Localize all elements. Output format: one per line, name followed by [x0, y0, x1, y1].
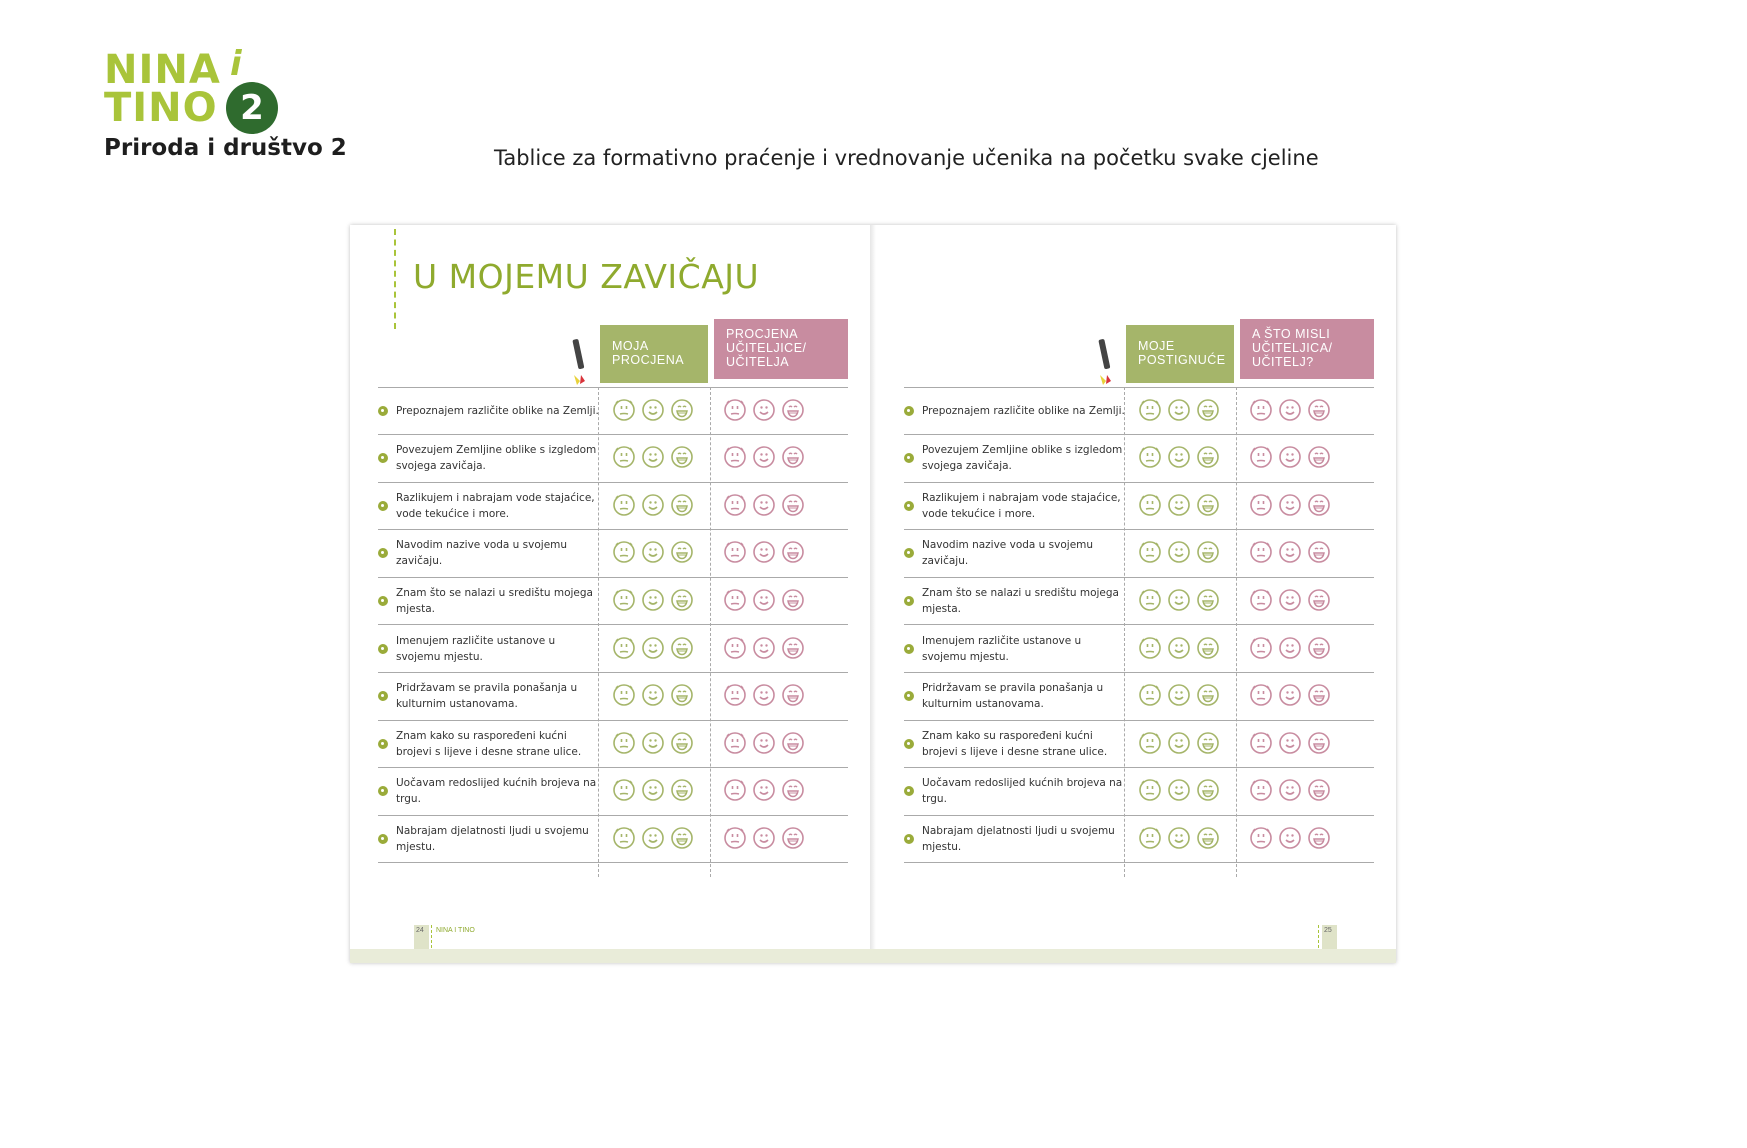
- criterion-text: Nabrajam djelatnosti ljudi u svojemu mjestu.: [922, 824, 1115, 853]
- table-row: [378, 768, 848, 816]
- teacher-rating-faces: [723, 588, 805, 614]
- happy-face-icon[interactable]: [1307, 540, 1331, 566]
- criterion-text: Uočavam redoslijed kućnih brojeva na trgu.: [396, 777, 597, 806]
- happy-face-icon[interactable]: [670, 398, 694, 424]
- page-number: 24: [416, 927, 424, 934]
- self-rating-faces: [612, 493, 694, 519]
- table-row: [378, 673, 848, 721]
- teacher-rating-faces: [1249, 540, 1331, 566]
- table-row: [904, 387, 1374, 435]
- sad-face-icon[interactable]: [1138, 445, 1162, 471]
- criterion-text: Pridržavam se pravila ponašanja u kulturnim ustanovama.: [922, 682, 1104, 711]
- neutral-smile-icon[interactable]: [641, 540, 665, 566]
- happy-face-icon[interactable]: [1307, 636, 1331, 662]
- criterion-text: Povezujem Zemljine oblike s izgledom svojega zavičaja.: [922, 444, 1123, 473]
- bullet-icon: [378, 691, 388, 701]
- self-rating-faces: [1138, 683, 1220, 709]
- bullet-icon: [378, 501, 388, 511]
- sad-face-icon[interactable]: [1249, 683, 1273, 709]
- bullet-icon: [378, 786, 388, 796]
- teacher-rating-faces: [1249, 398, 1331, 424]
- logo-nina: NINA: [104, 47, 221, 93]
- neutral-smile-icon[interactable]: [641, 493, 665, 519]
- bullet-icon: [378, 644, 388, 654]
- sad-face-icon[interactable]: [1138, 398, 1162, 424]
- sad-face-icon[interactable]: [1249, 778, 1273, 804]
- happy-face-icon[interactable]: [1307, 826, 1331, 852]
- happy-face-icon[interactable]: [781, 731, 805, 757]
- footer-brand: NINA I TINO: [436, 927, 475, 934]
- happy-face-icon[interactable]: [781, 683, 805, 709]
- table-row: [378, 435, 848, 483]
- happy-face-icon[interactable]: [1196, 636, 1220, 662]
- neutral-smile-icon[interactable]: [752, 588, 776, 614]
- criterion-text: Uočavam redoslijed kućnih brojeva na trgu.: [922, 777, 1123, 806]
- criterion-text: Pridržavam se pravila ponašanja u kulturnim ustanovama.: [396, 682, 578, 711]
- neutral-smile-icon[interactable]: [641, 683, 665, 709]
- bullet-icon: [904, 596, 914, 606]
- criterion-text: Znam kako su raspoređeni kućni brojevi s lijeve i desne strane ulice.: [396, 729, 582, 758]
- happy-face-icon[interactable]: [781, 398, 805, 424]
- pencil-icon: [1098, 337, 1112, 387]
- sad-face-icon[interactable]: [1138, 683, 1162, 709]
- self-rating-faces: [612, 445, 694, 471]
- criterion-text: Navodim nazive voda u svojemu zavičaju.: [396, 539, 568, 568]
- happy-face-icon[interactable]: [670, 588, 694, 614]
- teacher-rating-faces: [1249, 636, 1331, 662]
- criterion-text: Znam što se nalazi u središtu mojega mjesta.: [396, 586, 593, 615]
- neutral-smile-icon[interactable]: [1167, 540, 1191, 566]
- neutral-smile-icon[interactable]: [641, 588, 665, 614]
- self-rating-faces: [612, 778, 694, 804]
- neutral-smile-icon[interactable]: [1167, 493, 1191, 519]
- neutral-smile-icon[interactable]: [1167, 778, 1191, 804]
- neutral-smile-icon[interactable]: [1167, 445, 1191, 471]
- bullet-icon: [904, 834, 914, 844]
- self-rating-faces: [612, 683, 694, 709]
- neutral-smile-icon[interactable]: [1278, 826, 1302, 852]
- sad-face-icon[interactable]: [1138, 826, 1162, 852]
- happy-face-icon[interactable]: [1196, 731, 1220, 757]
- neutral-smile-icon[interactable]: [752, 731, 776, 757]
- criterion-text: Razlikujem i nabrajam vode stajaćice, vode tekućice i more.: [396, 491, 595, 520]
- teacher-rating-faces: [1249, 445, 1331, 471]
- self-rating-faces: [1138, 398, 1220, 424]
- sad-face-icon[interactable]: [723, 540, 747, 566]
- sad-face-icon[interactable]: [612, 731, 636, 757]
- self-rating-faces: [1138, 540, 1220, 566]
- sad-face-icon[interactable]: [1249, 588, 1273, 614]
- neutral-smile-icon[interactable]: [752, 540, 776, 566]
- table-row: [904, 577, 1374, 625]
- neutral-smile-icon[interactable]: [641, 778, 665, 804]
- section-title: U MOJEMU ZAVIČAJU: [413, 257, 760, 296]
- nina-i-tino-logo: [104, 44, 364, 170]
- self-rating-faces: [1138, 493, 1220, 519]
- sad-face-icon[interactable]: [723, 588, 747, 614]
- bullet-icon: [378, 406, 388, 416]
- neutral-smile-icon[interactable]: [1278, 636, 1302, 662]
- sad-face-icon[interactable]: [612, 493, 636, 519]
- neutral-smile-icon[interactable]: [752, 778, 776, 804]
- sad-face-icon[interactable]: [612, 398, 636, 424]
- happy-face-icon[interactable]: [1307, 778, 1331, 804]
- bullet-icon: [904, 501, 914, 511]
- self-rating-faces: [612, 588, 694, 614]
- happy-face-icon[interactable]: [1307, 683, 1331, 709]
- neutral-smile-icon[interactable]: [1278, 398, 1302, 424]
- table-row: [378, 530, 848, 578]
- table-row: [378, 577, 848, 625]
- happy-face-icon[interactable]: [781, 636, 805, 662]
- title-divider: [394, 229, 396, 329]
- bullet-icon: [904, 548, 914, 558]
- self-rating-faces: [612, 540, 694, 566]
- neutral-smile-icon[interactable]: [752, 826, 776, 852]
- left-page: [350, 225, 870, 963]
- sad-face-icon[interactable]: [723, 398, 747, 424]
- self-rating-faces: [1138, 731, 1220, 757]
- bullet-icon: [904, 691, 914, 701]
- sad-face-icon[interactable]: [612, 636, 636, 662]
- teacher-rating-faces: [1249, 493, 1331, 519]
- sad-face-icon[interactable]: [1138, 588, 1162, 614]
- bullet-icon: [378, 834, 388, 844]
- column-header-my-achievement: MOJE POSTIGNUĆE: [1126, 325, 1234, 383]
- self-rating-faces: [1138, 636, 1220, 662]
- teacher-rating-faces: [1249, 683, 1331, 709]
- teacher-rating-faces: [723, 826, 805, 852]
- table-row: [904, 768, 1374, 816]
- sad-face-icon[interactable]: [612, 445, 636, 471]
- self-rating-faces: [1138, 826, 1220, 852]
- page-bottom-strip: [350, 949, 1396, 963]
- table-row: [378, 815, 848, 863]
- happy-face-icon[interactable]: [1196, 588, 1220, 614]
- teacher-rating-faces: [723, 636, 805, 662]
- neutral-smile-icon[interactable]: [752, 636, 776, 662]
- neutral-smile-icon[interactable]: [1167, 636, 1191, 662]
- neutral-smile-icon[interactable]: [752, 445, 776, 471]
- happy-face-icon[interactable]: [670, 540, 694, 566]
- sad-face-icon[interactable]: [612, 683, 636, 709]
- sad-face-icon[interactable]: [723, 493, 747, 519]
- table-row: [378, 625, 848, 673]
- bullet-icon: [904, 739, 914, 749]
- logo-number-badge: 2: [226, 82, 278, 134]
- sad-face-icon[interactable]: [1249, 636, 1273, 662]
- sad-face-icon[interactable]: [723, 731, 747, 757]
- criterion-text: Imenujem različite ustanove u svojemu mjestu.: [396, 634, 556, 663]
- self-rating-faces: [1138, 445, 1220, 471]
- sad-face-icon[interactable]: [1249, 540, 1273, 566]
- bullet-icon: [904, 406, 914, 416]
- table-row: [378, 720, 848, 768]
- happy-face-icon[interactable]: [781, 826, 805, 852]
- happy-face-icon[interactable]: [1196, 683, 1220, 709]
- table-row: [904, 720, 1374, 768]
- neutral-smile-icon[interactable]: [1167, 826, 1191, 852]
- neutral-smile-icon[interactable]: [641, 826, 665, 852]
- table-row: [904, 435, 1374, 483]
- criterion-text: Znam kako su raspoređeni kućni brojevi s lijeve i desne strane ulice.: [922, 729, 1108, 758]
- happy-face-icon[interactable]: [1196, 398, 1220, 424]
- sad-face-icon[interactable]: [612, 826, 636, 852]
- neutral-smile-icon[interactable]: [1278, 588, 1302, 614]
- bullet-icon: [378, 548, 388, 558]
- teacher-rating-faces: [723, 683, 805, 709]
- neutral-smile-icon[interactable]: [1278, 445, 1302, 471]
- page-number: 25: [1324, 927, 1332, 934]
- happy-face-icon[interactable]: [1307, 445, 1331, 471]
- criterion-text: Povezujem Zemljine oblike s izgledom svojega zavičaja.: [396, 444, 597, 473]
- table-row: [378, 387, 848, 435]
- bullet-icon: [904, 644, 914, 654]
- criterion-text: Razlikujem i nabrajam vode stajaćice, vode tekućice i more.: [922, 491, 1121, 520]
- neutral-smile-icon[interactable]: [752, 493, 776, 519]
- table-row: [904, 673, 1374, 721]
- happy-face-icon[interactable]: [1196, 826, 1220, 852]
- sad-face-icon[interactable]: [723, 683, 747, 709]
- teacher-rating-faces: [723, 540, 805, 566]
- self-rating-faces: [612, 731, 694, 757]
- criterion-text: Prepoznajem različite oblike na Zemlji.: [396, 404, 599, 417]
- sad-face-icon[interactable]: [612, 778, 636, 804]
- happy-face-icon[interactable]: [1307, 398, 1331, 424]
- table-row: [904, 530, 1374, 578]
- happy-face-icon[interactable]: [781, 778, 805, 804]
- self-rating-faces: [1138, 588, 1220, 614]
- neutral-smile-icon[interactable]: [752, 683, 776, 709]
- sad-face-icon[interactable]: [723, 636, 747, 662]
- bullet-icon: [378, 596, 388, 606]
- page-heading: Tablice za formativno praćenje i vrednovanje učenika na početku svake cjeline: [494, 146, 1319, 170]
- bullet-icon: [904, 786, 914, 796]
- happy-face-icon[interactable]: [670, 778, 694, 804]
- criterion-text: Prepoznajem različite oblike na Zemlji.: [922, 404, 1125, 417]
- criterion-text: Navodim nazive voda u svojemu zavičaju.: [922, 539, 1094, 568]
- criterion-text: Imenujem različite ustanove u svojemu mjestu.: [922, 634, 1082, 663]
- neutral-smile-icon[interactable]: [641, 731, 665, 757]
- teacher-rating-faces: [1249, 826, 1331, 852]
- sad-face-icon[interactable]: [1249, 445, 1273, 471]
- happy-face-icon[interactable]: [670, 493, 694, 519]
- neutral-smile-icon[interactable]: [1167, 731, 1191, 757]
- teacher-rating-faces: [723, 493, 805, 519]
- happy-face-icon[interactable]: [781, 445, 805, 471]
- bullet-icon: [378, 453, 388, 463]
- neutral-smile-icon[interactable]: [641, 636, 665, 662]
- happy-face-icon[interactable]: [670, 731, 694, 757]
- neutral-smile-icon[interactable]: [1278, 493, 1302, 519]
- sad-face-icon[interactable]: [612, 588, 636, 614]
- sad-face-icon[interactable]: [1249, 731, 1273, 757]
- sad-face-icon[interactable]: [723, 445, 747, 471]
- happy-face-icon[interactable]: [781, 493, 805, 519]
- table-row: [904, 815, 1374, 863]
- neutral-smile-icon[interactable]: [1278, 778, 1302, 804]
- self-rating-faces: [1138, 778, 1220, 804]
- sad-face-icon[interactable]: [1249, 826, 1273, 852]
- sad-face-icon[interactable]: [723, 778, 747, 804]
- happy-face-icon[interactable]: [1196, 493, 1220, 519]
- sad-face-icon[interactable]: [612, 540, 636, 566]
- sad-face-icon[interactable]: [1138, 493, 1162, 519]
- sad-face-icon[interactable]: [1138, 731, 1162, 757]
- self-rating-faces: [612, 636, 694, 662]
- happy-face-icon[interactable]: [670, 826, 694, 852]
- column-header-teacher-opinion: A ŠTO MISLI UČITELJICA/ UČITELJ?: [1240, 319, 1374, 379]
- happy-face-icon[interactable]: [670, 445, 694, 471]
- teacher-rating-faces: [723, 445, 805, 471]
- pencil-icon: [572, 337, 586, 387]
- teacher-rating-faces: [1249, 778, 1331, 804]
- criterion-text: Znam što se nalazi u središtu mojega mjesta.: [922, 586, 1119, 615]
- column-header-teacher-assessment: PROCJENA UČITELJICE/ UČITELJA: [714, 319, 848, 379]
- happy-face-icon[interactable]: [1196, 445, 1220, 471]
- teacher-rating-faces: [1249, 731, 1331, 757]
- happy-face-icon[interactable]: [1307, 493, 1331, 519]
- teacher-rating-faces: [723, 731, 805, 757]
- criterion-text: Nabrajam djelatnosti ljudi u svojemu mjestu.: [396, 824, 589, 853]
- teacher-rating-faces: [723, 398, 805, 424]
- bullet-icon: [378, 739, 388, 749]
- bullet-icon: [904, 453, 914, 463]
- happy-face-icon[interactable]: [1307, 588, 1331, 614]
- neutral-smile-icon[interactable]: [1278, 540, 1302, 566]
- neutral-smile-icon[interactable]: [1278, 683, 1302, 709]
- happy-face-icon[interactable]: [781, 588, 805, 614]
- right-page: [876, 225, 1396, 963]
- table-row: [904, 625, 1374, 673]
- teacher-rating-faces: [1249, 588, 1331, 614]
- self-rating-faces: [612, 826, 694, 852]
- column-header-self-assessment: MOJA PROCJENA: [600, 325, 708, 383]
- sad-face-icon[interactable]: [1138, 636, 1162, 662]
- teacher-rating-faces: [723, 778, 805, 804]
- logo-subtitle: Priroda i društvo 2: [104, 135, 347, 161]
- sad-face-icon[interactable]: [1138, 778, 1162, 804]
- sad-face-icon[interactable]: [1249, 493, 1273, 519]
- sad-face-icon[interactable]: [1138, 540, 1162, 566]
- neutral-smile-icon[interactable]: [1278, 731, 1302, 757]
- neutral-smile-icon[interactable]: [1167, 683, 1191, 709]
- sad-face-icon[interactable]: [1249, 398, 1273, 424]
- happy-face-icon[interactable]: [1196, 540, 1220, 566]
- table-row: [378, 482, 848, 530]
- happy-face-icon[interactable]: [781, 540, 805, 566]
- self-rating-faces: [612, 398, 694, 424]
- neutral-smile-icon[interactable]: [641, 445, 665, 471]
- happy-face-icon[interactable]: [1307, 731, 1331, 757]
- happy-face-icon[interactable]: [670, 636, 694, 662]
- neutral-smile-icon[interactable]: [1167, 398, 1191, 424]
- logo-i: i: [230, 44, 243, 84]
- neutral-smile-icon[interactable]: [641, 398, 665, 424]
- logo-tino: TINO: [104, 85, 218, 131]
- happy-face-icon[interactable]: [670, 683, 694, 709]
- sad-face-icon[interactable]: [723, 826, 747, 852]
- happy-face-icon[interactable]: [1196, 778, 1220, 804]
- book-spread: [350, 225, 1396, 963]
- neutral-smile-icon[interactable]: [752, 398, 776, 424]
- table-row: [904, 482, 1374, 530]
- neutral-smile-icon[interactable]: [1167, 588, 1191, 614]
